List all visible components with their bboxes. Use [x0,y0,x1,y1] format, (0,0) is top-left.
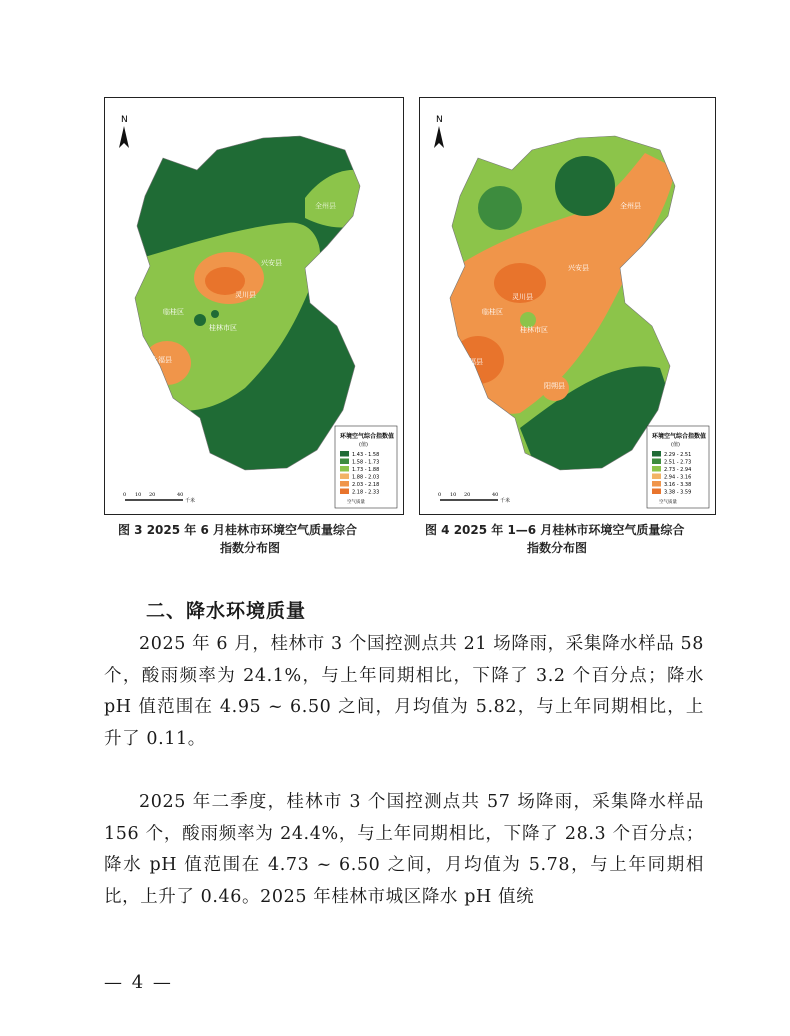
place-label: 全州县 [315,202,336,210]
legend-label: 2.03 - 2.18 [352,481,380,488]
svg-text:环境空气综合指数值: 环境空气综合指数值 [652,433,707,440]
legend-label: 1.88 - 2.03 [352,474,380,481]
legend-fig4 [647,426,709,508]
figure-3-map [104,97,404,515]
legend-label: 3.16 - 3.38 [664,481,692,488]
legend-label: 1.73 - 1.88 [352,466,380,473]
legend-swatch [652,451,661,457]
svg-text:千米: 千米 [185,498,196,504]
legend-label: 1.43 - 1.58 [352,451,380,458]
svg-text:20: 20 [149,492,156,498]
legend-swatch [340,481,349,487]
svg-text:千米: 千米 [500,498,511,504]
svg-text:20: 20 [464,492,471,498]
figure-4-map [419,97,716,515]
figure-3-caption: 图 3 2025 年 6 月桂林市环境空气质量综合 指数分布图 [118,523,357,555]
scale-bar [123,492,195,504]
svg-text:10: 10 [135,492,142,498]
svg-text:0: 0 [123,492,127,498]
svg-text:环境空气综合指数值: 环境空气综合指数值 [340,433,395,440]
legend-swatch [340,474,349,480]
legend-label: 2.94 - 3.16 [664,474,692,481]
svg-text:空气质量: 空气质量 [347,500,365,505]
legend-swatch [340,489,349,495]
place-label: 临桂区 [482,308,503,316]
legend-label: 2.29 - 2.51 [664,451,692,458]
place-label: 桂林市区 [520,326,548,334]
place-label: 灵川县 [235,291,256,299]
legend-swatch [340,451,349,457]
svg-text:N: N [436,115,443,125]
north-arrow-icon [119,115,129,148]
legend-label: 2.51 - 2.73 [664,459,692,466]
place-label: 桂林市区 [209,324,237,332]
legend-swatch [652,481,661,487]
place-label: 临桂区 [163,308,184,316]
section-heading: 二、降水环境质量 [146,600,307,622]
legend-swatch [340,459,349,465]
place-label: 兴安县 [568,264,589,272]
paragraph-q2: 2025 年二季度，桂林市 3 个国控测点共 57 场降雨，采集降水样品 156 个，酸雨频率为 24.4%，与上年同期相比，下降了 28.3 个百分点；降水 pH 值范围在 4.73 ~ 6.50 之间，月均值为 5.78，与上年同期相比，上升了 0.46。2025 年桂林市城区降水 pH 值统 [104,792,704,907]
figure-4-caption: 图 4 2025 年 1—6 月桂林市环境空气质量综合 指数分布图 [425,523,685,555]
legend-label: 2.73 - 2.94 [664,466,692,473]
svg-text:(值): (值) [671,442,680,448]
legend-swatch [652,459,661,465]
place-label: 永福县 [151,356,172,364]
place-label: 兴安县 [261,259,282,267]
legend-swatch [652,489,661,495]
svg-text:(值): (值) [359,442,368,448]
north-arrow-icon [434,115,444,148]
legend-swatch [652,474,661,480]
svg-text:0: 0 [438,492,442,498]
fig4-dark-north [555,156,615,216]
page-number: — 4 — [104,972,173,993]
svg-text:空气质量: 空气质量 [659,500,677,505]
legend-label: 2.18 - 2.33 [352,489,380,496]
legend-label: 3.38 - 3.59 [664,489,692,496]
svg-text:N: N [121,115,128,125]
legend-fig3 [335,426,397,508]
place-label: 阳朔县 [544,382,565,390]
legend-label: 1.58 - 1.73 [352,459,380,466]
place-label: 永福县 [462,358,483,366]
legend-swatch [340,466,349,472]
svg-text:40: 40 [177,492,184,498]
legend-swatch [652,466,661,472]
place-label: 灌阳县 [628,282,649,290]
paragraph-june: 2025 年 6 月，桂林市 3 个国控测点共 21 场降雨，采集降水样品 58 个，酸雨频率为 24.1%，与上年同期相比，下降了 3.2 个百分点；降水 pH 值范围在 4.95 ~ 6.50 之间，月均值为 5.82，与上年同期相比，上升了 0.11。 [104,634,704,749]
place-label: 灵川县 [512,293,533,301]
svg-text:10: 10 [450,492,457,498]
svg-text:40: 40 [492,492,499,498]
place-label: 全州县 [620,202,641,210]
scale-bar [438,492,510,504]
